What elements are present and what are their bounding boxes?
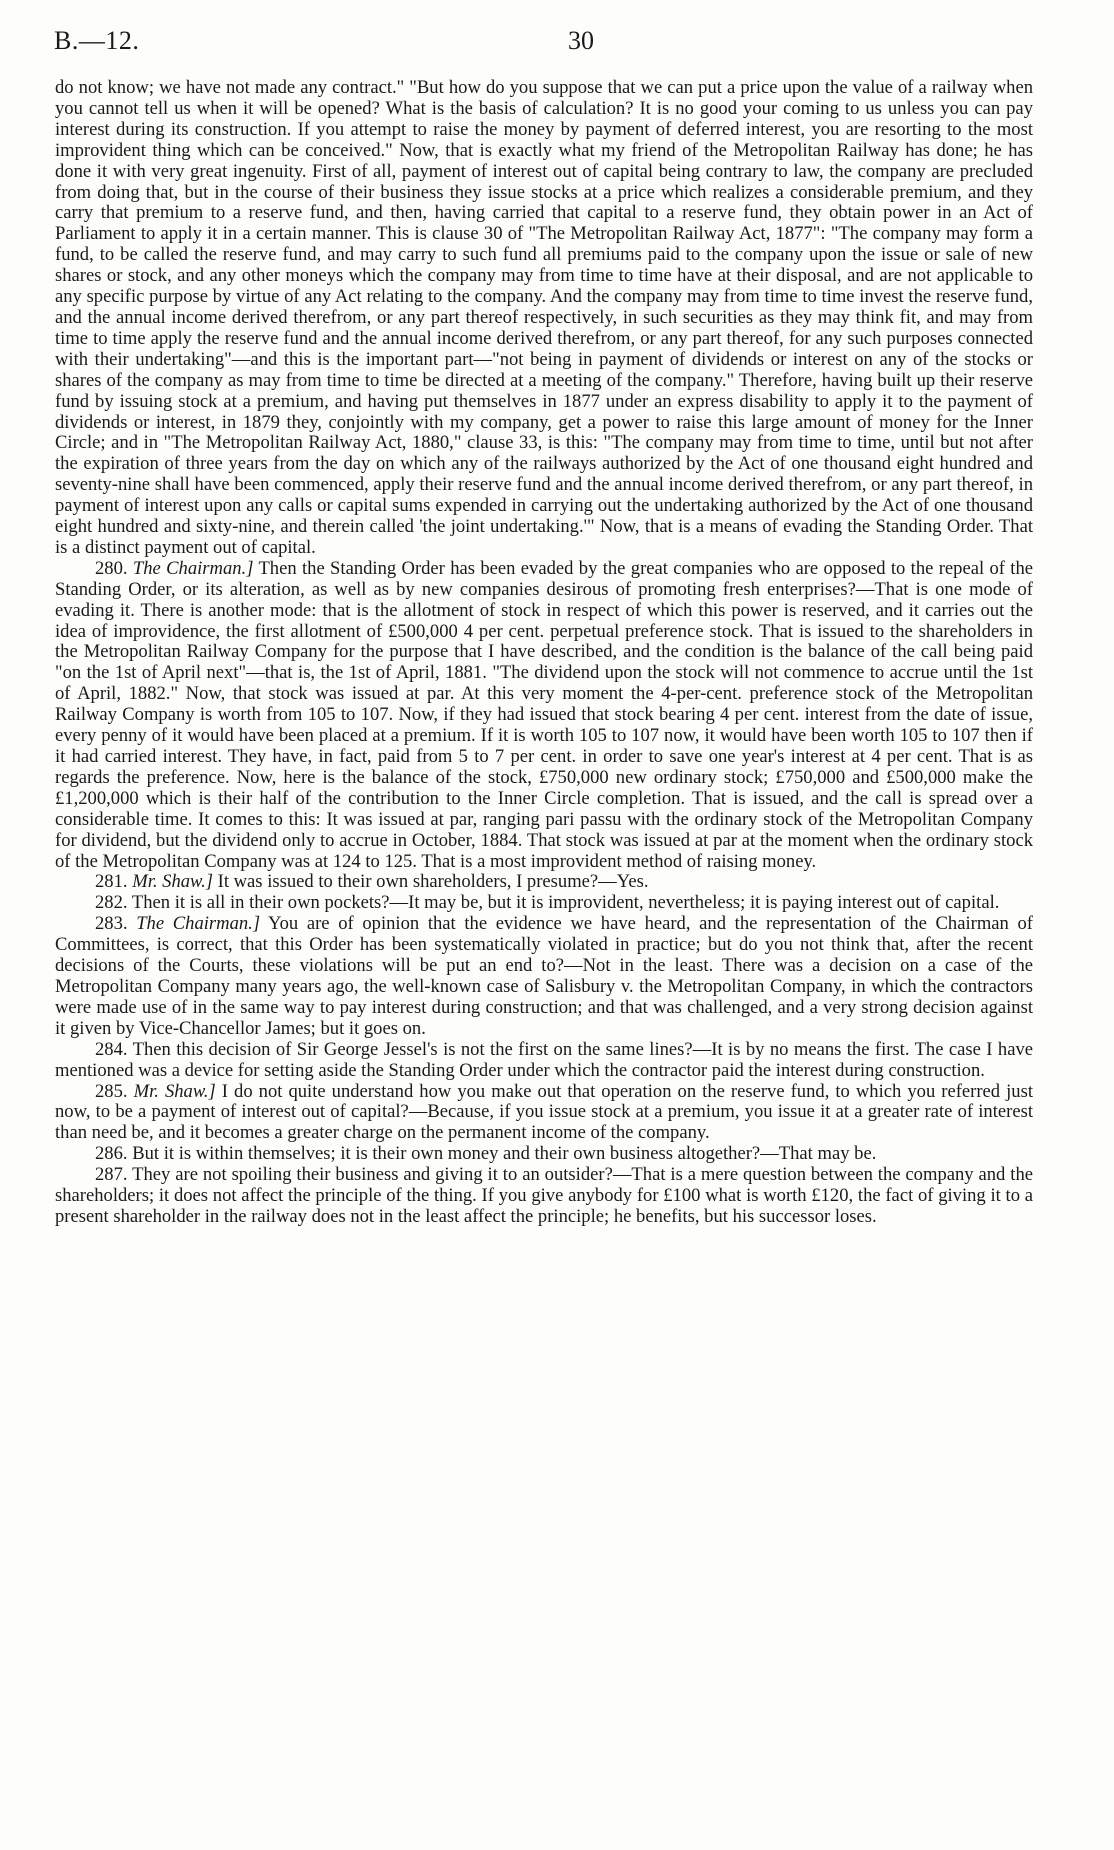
page-header bbox=[40, 18, 1074, 58]
question-286 bbox=[55, 1144, 1033, 1165]
question-283 bbox=[55, 914, 1033, 1039]
question-text: I do not quite understand how you make out that operation on the reserve fund, to which you referred just now, to be a payment of interest out of capital?—Because, if you issue stock at a premium, you issue it at a greater rate of interest than need be, and it becomes a greater charge on the permanent income of the company. bbox=[55, 1080, 1033, 1144]
document-body bbox=[55, 78, 1033, 1228]
question-282 bbox=[55, 893, 1033, 914]
question-281 bbox=[55, 872, 1033, 893]
speaker-label: The Chairman.] bbox=[132, 557, 254, 579]
question-number: 283. bbox=[95, 913, 128, 935]
question-number: 287. bbox=[95, 1164, 128, 1186]
question-text: You are of opinion that the evidence we have heard, and the representation of the Chairman of Committees, is correct, that this Order has been systematically violated in practice; but do you not think that, after the recent decisions of the Courts, these violations will be put an end to?—Not in the least. There was a decision on a case of the Metropolitan Company many years ago, the well-known case of Salisbury v. the Metropolitan Company, in which the contractors were made use of in the same way to pay interest during construction; and that was challenged, and a very strong decision against it given by Vice-Chancellor James; but it goes on. bbox=[55, 913, 1033, 1039]
question-285 bbox=[55, 1082, 1033, 1145]
question-number: 286. bbox=[95, 1143, 128, 1165]
speaker-label: Mr. Shaw.] bbox=[132, 871, 213, 893]
question-287 bbox=[55, 1165, 1033, 1228]
speaker-label: Mr. Shaw.] bbox=[133, 1080, 216, 1102]
question-text: Then the Standing Order has been evaded by the great companies who are opposed to the repeal of the Standing Order, or its alteration, as well as by new companies desirous of promoting fresh enterprises?—That is one mode of evading it. There is another mode: that is the allotment of stock in respect of which this power is reserved, and it carries out the idea of improvidence, the first allotment of £500,000 4 per cent. perpetual preference stock. That is issued to the shareholders in the Metropolitan Railway Company for the purpose that I have described, and the condition is the balance of the call being paid "on the 1st of April next"—that is, the 1st of April, 1881. "The dividend upon the stock will not commence to accrue until the 1st of April, 1882." Now, that stock was issued at par. At this very moment the 4-per-cent. preference stock of the Metropolitan Railway Company is worth from 105 to 107. Now, if they had issued that stock bearing 4 per cent. interest from the date of issue, every penny of it would have been placed at a premium. If it is worth 105 to 107 now, it would have been worth 105 to 107 then if it had carried interest. They have, in fact, paid from 5 to 7 per cent. in order to save one year's interest at 4 per cent. That is as regards the preference. Now, here is the balance of the stock, £750,000 new ordinary stock; £750,000 and £500,000 make the £1,200,000 which is their half of the contribution to the Inner Circle completion. That is issued, and the call is spread over a considerable time. It comes to this: It was issued at par, ranging pari passu with the ordinary stock of the Metropolitan Company for dividend, but the dividend only to accrue in October, 1884. That stock was issued at par at the moment when the ordinary stock of the Metropolitan Company was at 124 to 125. That is a most improvident method of raising money. bbox=[55, 557, 1034, 872]
question-number: 285. bbox=[95, 1080, 128, 1102]
question-284 bbox=[55, 1040, 1033, 1082]
paragraph-text: do not know; we have not made any contract." "But how do you suppose that we can put a price upon the value of a railway when you cannot tell us when it will be opened? What is the basis of calculation? It is no good your coming to us unless you can pay interest during its construction. If you attempt to raise the money by payment of deferred interest, you are resorting to the most improvident thing which can be conceived." Now, that is exactly what my friend of the Metropolitan Railway has done; he has done it with very great ingenuity. First of all, payment of interest out of capital being contrary to law, the company are precluded from doing that, but in the course of their business they issue stocks at a price which realizes a considerable premium, and they carry that premium to a reserve fund, and then, having carried that capital to a reserve fund, they obtain power in an Act of Parliament to apply it in a certain manner. This is clause 30 of "The Metropolitan Railway Act, 1877": "The company may form a fund, to be called the reserve fund, and may carry to such fund all premiums paid to the company upon the issue or sale of new shares or stock, and any other moneys which the company may from time to time have at their disposal, and are not applicable to any specific purpose by virtue of any Act relating to the company. And the company may from time to time invest the reserve fund, and the annual income derived therefrom, or any part thereof respectively, in such securities as they may think fit, and may from time to time apply the reserve fund and the annual income derived therefrom, or any part thereof, for any such purposes connected with their undertaking"—and this is the important part—"not being in payment of dividends or interest on any of the stocks or shares of the company as may from time to time be directed at a meeting of the company." Therefore, having built up their reserve fund by issuing stock at a premium, and having put themselves in 1877 under an express disability to apply it to the payment of dividends or interest, in 1879 they, conjointly with my company, get a power to raise this large amount of money for the Inner Circle; and in "The Metropolitan Railway Act, 1880," clause 33, is this: "The company may from time to time, until but not after the expiration of three years from the day on which any of the railways authorized by the Act of one thousand eight hundred and seventy-nine shall have been commenced, apply their reserve fund and the annual income derived therefrom, or any part thereof, in payment of interest upon any calls or capital sums expended in carrying out the undertaking authorized by the Act of one thousand eight hundred and sixty-nine, and therein called 'the joint undertaking.'" Now, that is a means of evading the Standing Order. That is a distinct payment out of capital. bbox=[55, 77, 1033, 558]
question-text: Then it is all in their own pockets?—It may be, but it is improvident, nevertheless; it is paying interest out of capital. bbox=[131, 892, 1000, 914]
question-number: 280. bbox=[95, 557, 128, 579]
page-number: 30 bbox=[568, 26, 594, 55]
question-text: They are not spoiling their business and giving it to an outsider?—That is a mere question between the company and the shareholders; it does not affect the principle of the thing. If you give anybody for £100 what is worth £120, the fact of giving it to a present shareholder in the railway does not in the least affect the principle; he benefits, but his successor loses. bbox=[55, 1164, 1033, 1227]
speaker-label: The Chairman.] bbox=[136, 913, 261, 935]
document-reference: B.—12. bbox=[54, 26, 140, 55]
question-text: But it is within themselves; it is their own money and their own business altogether?—That may be. bbox=[132, 1143, 877, 1165]
question-number: 281. bbox=[95, 871, 128, 893]
paragraph-continuation bbox=[55, 78, 1033, 559]
question-text: Then this decision of Sir George Jessel's is not the first on the same lines?—It is by no means the first. The case I have mentioned was a device for setting aside the Standing Order under which the contractor paid the interest during construction. bbox=[55, 1038, 1033, 1081]
question-number: 284. bbox=[95, 1038, 128, 1060]
question-text: It was issued to their own shareholders, I presume?—Yes. bbox=[217, 871, 649, 893]
question-280 bbox=[55, 559, 1033, 873]
question-number: 282. bbox=[95, 892, 128, 914]
